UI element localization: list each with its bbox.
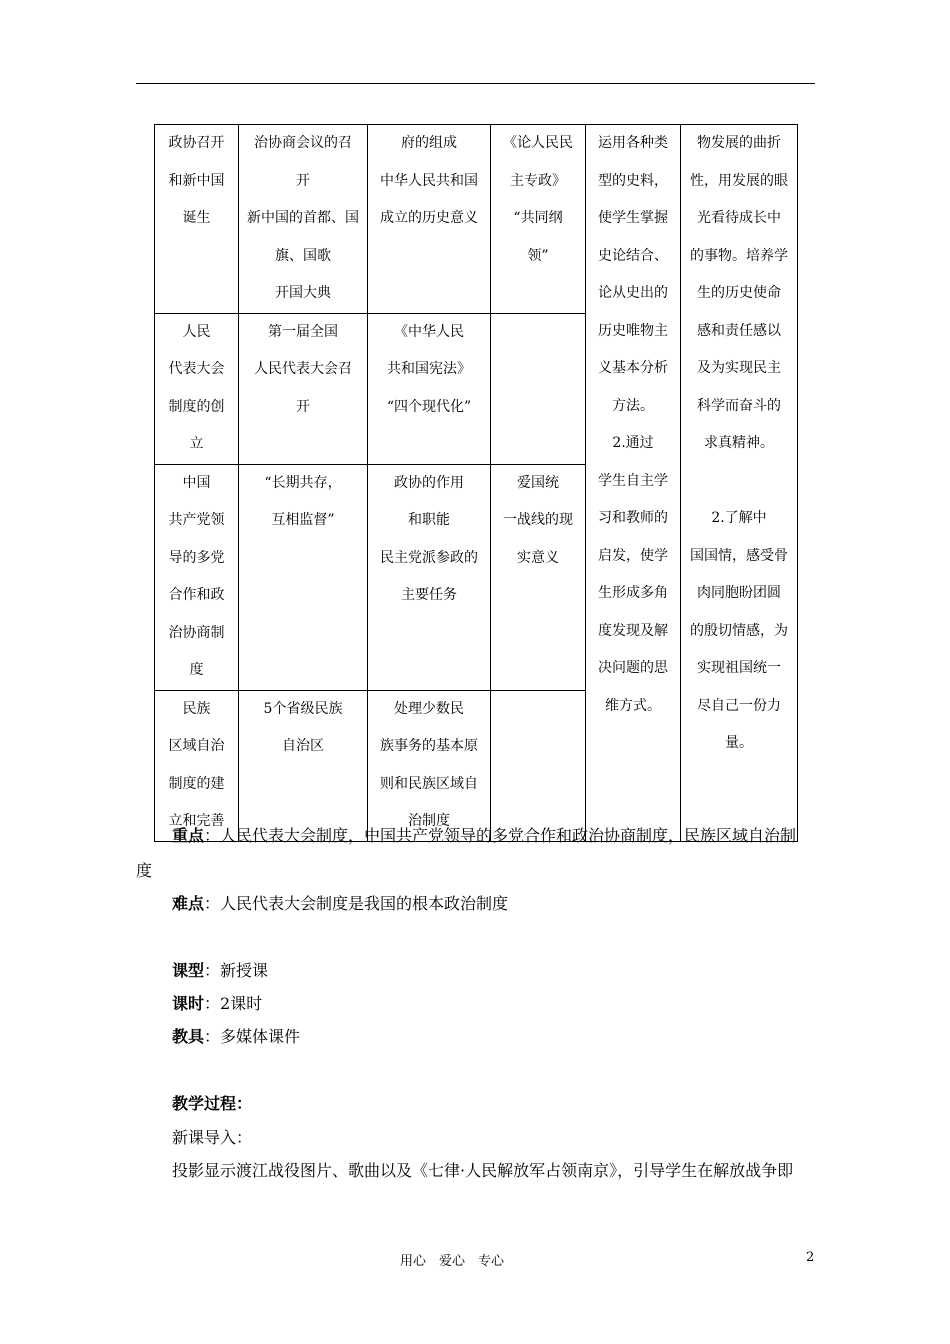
materials-cell: 爱国统 一战线的现 实意义 — [503, 474, 573, 566]
lesson-objectives-table — [154, 124, 798, 842]
lesson-hours-line — [172, 994, 262, 1014]
tools-line — [172, 1027, 300, 1047]
emotion-objective-cell: 物发展的曲折 性，用发展的眼 光看待成长中 的事物。培养学 生的历史使命 感和责任感以 及为实现民主 科学而奋斗的 求真精神。 2.了解中 国国情，感受骨 肉同胞盼团圆 的殷切情感，为 实现祖国统一 尽自己一份力 量。 — [690, 135, 788, 751]
process-label: 教学过程 — [172, 1094, 237, 1113]
tools-text: ：多媒体课件 — [204, 1027, 301, 1046]
key-points-text: ：人民代表大会制度，中国共产党领导的多党合作和政治协商制度，民族区域自治制 — [204, 826, 797, 845]
points-cell: 政协的作用 和职能 民主党派参政的 主要任务 — [380, 474, 478, 603]
page-number: 2 — [806, 1250, 815, 1265]
points-cell: 《中华人民 共和国宪法》 “四个现代化” — [386, 323, 472, 415]
topic-cell: 政协召开 和新中国 诞生 — [168, 135, 225, 226]
content-cell: 治协商会议的召 开 新中国的首都、国 旗、国歌 开国大典 — [247, 135, 359, 301]
lesson-type-line — [172, 961, 268, 981]
tools-label: 教具 — [172, 1027, 205, 1046]
difficulty-text: ：人民代表大会制度是我国的根本政治制度 — [204, 894, 509, 913]
lesson-type-label: 课型 — [172, 961, 205, 980]
key-points-continuation: 度 — [136, 861, 153, 880]
materials-cell: 《论人民民 主专政》 “共同纲 领” — [503, 135, 573, 264]
table-row — [155, 125, 798, 314]
lesson-hours-text: ：2课时 — [204, 994, 263, 1013]
key-points-label: 重点 — [172, 826, 205, 845]
difficulty-label: 难点 — [172, 894, 205, 913]
process-colon: ： — [236, 1094, 253, 1113]
intro-text: 投影显示渡江战役图片、歌曲以及《七律·人民解放军占领南京》，引导学生在解放战争即 — [172, 1161, 794, 1180]
topic-cell: 中国 共产党领 导的多党 合作和政 治协商制 度 — [168, 474, 225, 678]
lesson-type-text: ：新授课 — [204, 961, 269, 980]
content-cell: 5个省级民族 自治区 — [263, 700, 343, 754]
process-heading — [172, 1094, 252, 1114]
content-cell: 第一届全国 人民代表大会召 开 — [254, 323, 352, 415]
ability-objective-cell: 运用各种类 型的史料， 使学生掌握 史论结合、 论从史出的 历史唯物主 义基本分析 方法。 2.通过 学生自主学 习和教师的 启发，使学 生形成多角 度发现及解 决问题的思 维方式。 — [598, 135, 668, 714]
content-cell: “长期共存， 互相监督” — [264, 474, 342, 528]
key-points-line — [172, 826, 796, 846]
topic-cell: 民族 区域自治 制度的建 立和完善 — [168, 700, 225, 829]
difficulty-line — [172, 894, 508, 914]
points-cell: 处理少数民 族事务的基本原 则和民族区域自 治制度 — [380, 700, 478, 829]
topic-cell: 人民 代表大会 制度的创 立 — [168, 323, 225, 452]
points-cell: 府的组成 中华人民共和国 成立的历史意义 — [380, 135, 478, 226]
header-rule — [136, 83, 815, 84]
intro-title: 新课导入： — [172, 1128, 253, 1147]
footer-motto: 用心 爱心 专心 — [400, 1254, 505, 1269]
lesson-hours-label: 课时 — [172, 994, 205, 1013]
